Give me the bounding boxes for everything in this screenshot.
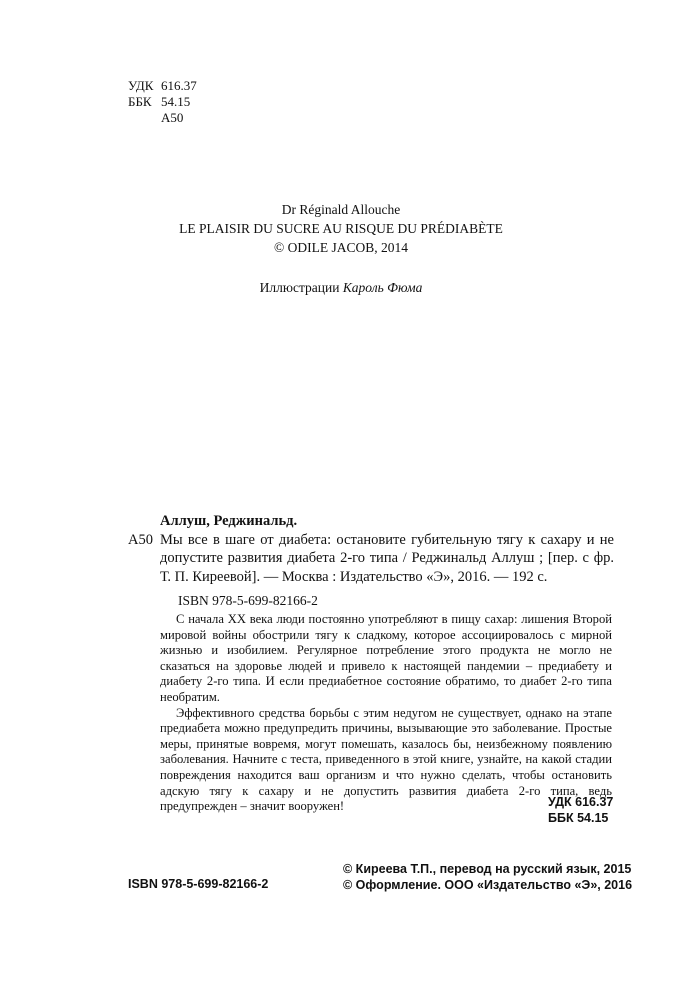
copyright-design: © Оформление. ООО «Издательство «Э», 2016 — [343, 877, 633, 892]
record-entry — [128, 531, 614, 587]
bibliographic-record — [128, 512, 614, 611]
bottom-classification — [548, 795, 613, 826]
annotation-paragraph-1: С начала XX века люди постоянно употребляют в пищу сахар: лишения Второй мировой войны обострили тягу к сладкому, которое ассоциировалось с мирной жизнью и изобилием. Регулярное потребление этого продукта не могло не сказаться на здоровье людей и привело к настоящей пандемии – предиабету и диабету 2-го типа. И если предиабетное состояние обратимо, то диабет 2-го типа необратим. — [160, 612, 612, 704]
bottom-bbk: ББК 54.15 — [548, 810, 609, 825]
bbk-label: ББК — [128, 94, 152, 109]
udk-row — [128, 78, 197, 94]
original-edition — [0, 200, 682, 257]
copyrights — [343, 862, 632, 893]
classification-codes — [128, 78, 197, 126]
author-sign: А50 — [161, 110, 184, 125]
bbk-row — [128, 94, 197, 110]
record-description: Мы все в шаге от диабета: остановите губительную тягу к сахару и не допустите развития диабета 2-го типа / Реджинальд Аллуш ; [пер. с фр. Т. П. Киреевой]. — Москва : Издательство «Э», 2016. — 192 с. — [160, 531, 614, 585]
annotation-paragraph-2: Эффективного средства борьбы с этим недугом не существует, однако на этапе предиабета можно предупредить причины, вызывающие это заболевание. Простые меры, принятые вовремя, могут помешать, казалось бы, неизбежному появлению заболевания. Начните с теста, приведенного в этой книге, узнайте, на какой стадии повреждения находится ваш организм и что нужно сделать, чтобы остановить адскую тягу к сахару и не допустить развития диабета 2-го типа, ведь предупрежден – значит вооружен! — [160, 705, 612, 814]
original-author: Dr Réginald Allouche — [281, 202, 401, 217]
illustrations-artist: Кароль Фюма — [342, 280, 423, 295]
bbk-value: 54.15 — [161, 94, 191, 109]
bottom-udk: УДК 616.37 — [548, 795, 614, 809]
isbn-bottom: ISBN 978-5-699-82166-2 — [128, 877, 269, 891]
annotation — [160, 612, 612, 815]
illustrations-label: Иллюстрации — [259, 280, 340, 295]
original-copyright: © ODILE JACOB, 2014 — [273, 240, 408, 255]
record-code: А50 — [128, 531, 153, 548]
record-author: Аллуш, Реджинальд. — [160, 513, 298, 529]
record-isbn: ISBN 978-5-699-82166-2 — [178, 593, 318, 608]
copyright-translation: © Киреева Т.П., перевод на русский язык, 2015 — [343, 862, 632, 876]
illustrations-credit — [0, 280, 682, 296]
udk-label: УДК — [128, 78, 154, 93]
original-title: LE PLAISIR DU SUCRE AU RISQUE DU PRÉDIABÈTE — [179, 221, 503, 236]
udk-value: 616.37 — [161, 78, 197, 93]
